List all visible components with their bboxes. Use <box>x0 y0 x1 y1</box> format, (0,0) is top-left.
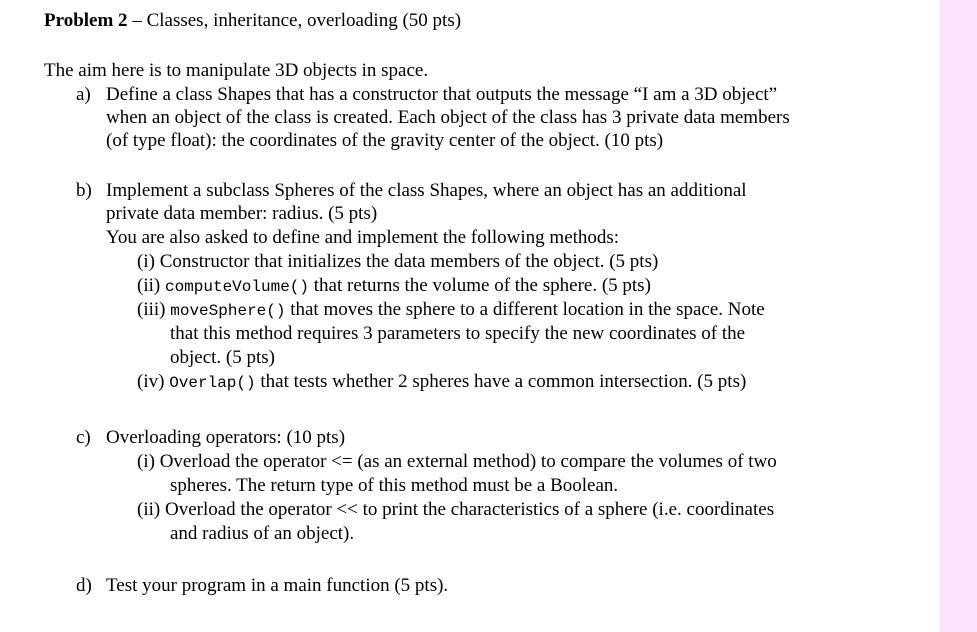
b-sub-i <box>137 251 658 273</box>
item-a-line-2: when an object of the class is created. Each object of the class has 3 private data members <box>106 107 790 128</box>
intro-text: The aim here is to manipulate 3D objects in space. <box>44 60 429 81</box>
c-sub-ii-marker: (ii) <box>137 499 161 520</box>
b-sub-iii-marker: (iii) <box>137 299 166 320</box>
b-sub-i-marker: (i) <box>137 251 155 272</box>
b-sub-iii-cont-1: that this method requires 3 parameters to specify the new coordinates of the <box>170 323 746 344</box>
b-sub-i-text: Constructor that initializes the data members of the object. (5 pts) <box>159 251 659 272</box>
c-sub-ii <box>137 499 774 521</box>
b-sub-iii-code: moveSphere() <box>170 302 286 320</box>
heading-rest: – Classes, inheritance, overloading (50 pts) <box>127 10 462 31</box>
b-sub-ii <box>137 275 651 298</box>
item-a-marker: a) <box>76 84 91 105</box>
c-sub-i <box>137 451 777 473</box>
item-b-line-1: Implement a subclass Spheres of the class Shapes, where an object has an additional <box>106 180 747 201</box>
right-margin-bar <box>940 0 977 632</box>
item-a-line-1: Define a class Shapes that has a constructor that outputs the message “I am a 3D object” <box>106 84 778 105</box>
problem-heading <box>44 10 461 32</box>
b-sub-ii-code: computeVolume() <box>164 278 309 296</box>
c-sub-ii-cont: and radius of an object). <box>170 523 355 544</box>
b-sub-iv-marker: (iv) <box>137 371 165 392</box>
b-sub-ii-text: that returns the volume of the sphere. (5 pts) <box>309 275 651 296</box>
b-sub-iv-code: Overlap() <box>169 374 256 392</box>
b-sub-iv-text: that tests whether 2 spheres have a common intersection. (5 pts) <box>255 371 747 392</box>
c-sub-ii-text: Overload the operator << to print the characteristics of a sphere (i.e. coordinates <box>164 499 775 520</box>
b-sub-iii <box>137 299 765 322</box>
c-sub-i-text: Overload the operator <= (as an external method) to compare the volumes of two <box>159 451 777 472</box>
item-c-line: Overloading operators: (10 pts) <box>106 427 346 448</box>
item-d-line: Test your program in a main function (5 pts). <box>106 575 449 596</box>
b-sub-iv <box>137 371 746 394</box>
b-sub-iii-text: that moves the sphere to a different location in the space. Note <box>285 299 765 320</box>
item-d-marker: d) <box>76 575 92 596</box>
item-b-line-2: private data member: radius. (5 pts) <box>106 203 378 224</box>
b-sub-ii-marker: (ii) <box>137 275 161 296</box>
c-sub-i-cont: spheres. The return type of this method must be a Boolean. <box>170 475 619 496</box>
item-c-marker: c) <box>76 427 91 448</box>
heading-bold: Problem 2 <box>44 10 128 31</box>
item-b-line-3: You are also asked to define and implement the following methods: <box>106 227 620 248</box>
b-sub-iii-cont-2: object. (5 pts) <box>170 347 276 368</box>
item-a-line-3: (of type float): the coordinates of the gravity center of the object. (10 pts) <box>106 130 664 151</box>
item-b-marker: b) <box>76 180 92 201</box>
c-sub-i-marker: (i) <box>137 451 155 472</box>
